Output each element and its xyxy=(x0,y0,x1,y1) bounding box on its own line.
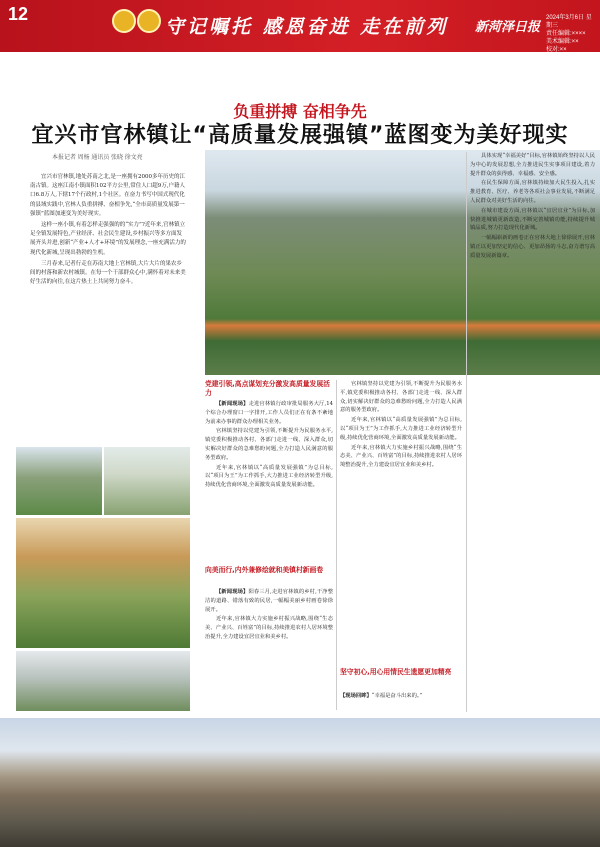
meta-proofreader: 校对:×× xyxy=(546,47,567,53)
right-paragraph: 在城市建设方面,官林镇以“宜居宜业”为目标,加快推进城镇更新改造,不断完善城镇功能,持续提升城镇品质,努力打造现代化新城。 xyxy=(470,207,595,232)
photo-greenhouse-fields xyxy=(16,651,190,711)
lead-paragraph: 这样一座小镇,有着怎样走强强的的“实力”?近年来,官林镇立足全镇发展特色,产业经济、社会民生建设,乡村振兴等多方面发展齐头并进,创新“产业+人才+环境”的发展理念,一座充满活力的现代化新城,呈现出勃勃的生机。 xyxy=(30,222,186,256)
photo-town-aerial-panorama xyxy=(0,718,600,847)
page-number: 12 xyxy=(8,4,29,24)
masthead-meta xyxy=(546,14,594,54)
section-3-body xyxy=(340,692,462,701)
party-emblem-icon xyxy=(112,9,136,33)
section-1-body xyxy=(205,400,333,560)
state-emblem-icon xyxy=(137,9,161,33)
section-heading-2: 向美而行,内外兼修绘就和美镇村新画卷 xyxy=(205,566,324,574)
masthead-slogan: 守记嘱托 感恩奋进 走在前列 xyxy=(165,16,449,38)
section-heading-1: 党建引领,高点谋划充分激发高质量发展活力 xyxy=(205,380,330,397)
masthead-banner xyxy=(0,0,600,52)
meta-art-editor: 美术编辑:×× xyxy=(546,39,579,45)
newspaper-brand: 新菏泽日报 xyxy=(474,20,540,35)
section-heading-3: 坚守初心,用心用情民生遗愿更加精亮 xyxy=(340,668,452,676)
section-1-paragraph: 官林镇坚持以党建为引领,不断提升为民服务水平,镇党委积极推动各村、各部门走进一线、深入群众,切实解决好群众的急难愁盼问题,全力打造人民满意的服务型政府。 xyxy=(205,428,333,461)
photo-river-town xyxy=(104,447,190,515)
article-byline: 本报记者 周杨 通讯员 张晓 徐文亮 xyxy=(52,155,143,161)
article-headline: 宜兴市官林镇让“高质量发展强镇”蓝图变为美好现实 xyxy=(31,123,569,148)
section-2-body xyxy=(205,588,333,713)
middle-paragraph: 官林镇坚持以党建为引领,不断提升为民服务水平,镇党委积极推动各村、各部门走进一线、深入群众,切实解决好群众的急难愁盼问题,全力打造人民满意的服务型政府。 xyxy=(340,381,462,414)
column-divider xyxy=(466,152,467,712)
section-1-paragraph: 走进官林镇行政审批局服务大厅,14个综合办理窗口一字排开,工作人员们正在有条不紊地为前来办事的群众办理相关业务。 xyxy=(205,401,333,425)
middle-column-body xyxy=(340,380,462,680)
middle-paragraph: 近年来,官林镇大力实施乡村振兴战略,围绕“生态美、产业兴、百姓富”的目标,持续推进农村人居环境整治提升,全力建设宜居宜业和美乡村。 xyxy=(340,444,462,469)
right-column-body xyxy=(470,152,595,712)
meta-date: 2024年3月6日 星期三 xyxy=(546,15,592,29)
article-lead xyxy=(30,173,186,289)
section-3-tag: 【现场回眸】 xyxy=(340,693,372,699)
section-1-paragraph: 近年来,官林镇以“高质量发展强镇”为总目标,以“项目为王”为工作抓手,大力推进工业经济转型升级,持续优化营商环境,全面激发高质量发展新动能。 xyxy=(205,464,333,489)
section-2-paragraph: 近年来,官林镇大力实施乡村振兴战略,围绕“生态美、产业兴、百姓富”的目标,持续推进农村人居环境整治提升,全力建设宜居宜业和美乡村。 xyxy=(205,616,333,640)
middle-paragraph: 近年来,官林镇以“高质量发展强镇”为总目标,以“项目为王”为工作抓手,大力推进工业经济转型升级,持续优化营商环境,全面激发高质量发展新动能。 xyxy=(340,417,462,441)
column-divider xyxy=(336,380,337,710)
right-paragraph: 具体实现“幸福美好”目标,官林镇始终坚持以人民为中心的发展思想,全力推进民生实事项目建设,着力提升群众的获得感、幸福感、安全感。 xyxy=(470,153,595,177)
section-3-paragraph: “幸福是奋斗出来的。” xyxy=(371,693,423,699)
article-kicker: 负重拼搏 奋相争先 xyxy=(233,102,367,121)
lead-paragraph: 宜兴市官林镇,地处苏南之北,是一座拥有2000多年历史的江南古镇。这座江南小镇面积102平方公里,常住人口超9万,户籍人口6.8万人,下辖17个行政村,1个社区。在奋力书写中国式现代化的县域实践中,官林人负重拼搏、奋相争先,“全市高质量发展第一强镇”蓝图加速变为美好现实。 xyxy=(30,174,185,217)
section-1-tag: 【新闻现场】 xyxy=(216,401,249,407)
meta-editor: 责任编辑:×××× xyxy=(546,31,586,37)
lead-paragraph: 三月春来,记者行走在苏南大地上官林镇,大片大片的果农乡间的村落和新农村城镇。在每一个干部群众心中,满怀着对未来美好生活的向往,在这片热土上共同努力奋斗。 xyxy=(30,260,186,286)
photo-village-aerial xyxy=(16,447,102,515)
right-paragraph: 一幅幅崭新的画卷正在官林大地上徐徐展开,官林镇正以更加坚定的信心、更加昂扬的斗志,奋力谱写高质量发展新篇章。 xyxy=(470,235,595,259)
right-paragraph: 在民生保障方面,官林镇持续加大民生投入,扎实推进教育、医疗、养老等各项社会事业发展,不断满足人民群众对美好生活的向往。 xyxy=(470,180,595,204)
section-2-paragraph: 阳春三月,走进官林镇的乡村,干净整洁的道路、错落有致的民居,一幅幅美丽乡村画卷徐徐展开。 xyxy=(205,589,333,613)
photo-rural-landscape xyxy=(16,518,190,648)
section-2-tag: 【新闻现场】 xyxy=(216,589,249,595)
